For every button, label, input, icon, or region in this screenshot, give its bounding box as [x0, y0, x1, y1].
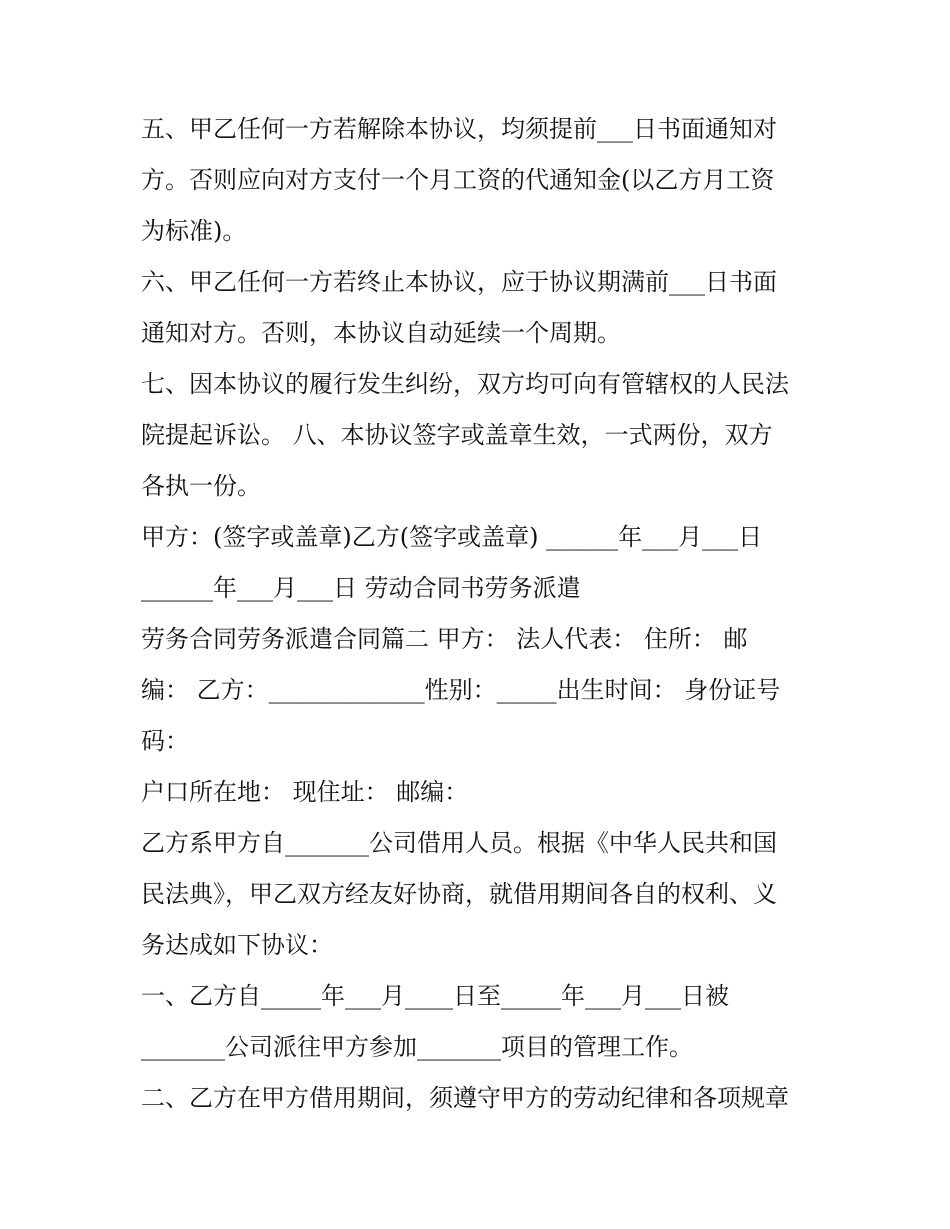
- text-line: 户口所在地： 现住址： 邮编：: [141, 778, 469, 806]
- text-line: 二、乙方在甲方借用期间，须遵守甲方的劳动纪律和各项规章: [141, 1084, 789, 1112]
- text-line: 为标准)。: [141, 217, 247, 245]
- text-line: 码：: [141, 727, 189, 755]
- text-line: 方。否则应向对方支付一个月工资的代通知金(以乙方月工资: [141, 166, 775, 194]
- text-line: 通知对方。否则，本协议自动延续一个周期。: [141, 319, 621, 347]
- text-line: 七、因本协议的履行发生纠纷，双方均可向有管辖权的人民法: [141, 370, 789, 398]
- text-line: _______公司派往甲方参加_______项目的管理工作。: [141, 1033, 693, 1061]
- signature-line: 甲方：(签字或盖章)乙方(签字或盖章) ______年___月___日: [141, 523, 763, 551]
- text-line: 务达成如下协议：: [141, 931, 333, 959]
- text-line: 劳务合同劳务派遣合同篇二 甲方： 法人代表： 住所： 邮: [141, 625, 748, 653]
- text-line: 编： 乙方：_____________性别：_____出生时间： 身份证号: [141, 676, 781, 704]
- date-line: ______年___月___日 劳动合同书劳务派遣: [141, 574, 581, 602]
- text-line: 民法典》，甲乙双方经友好协商，就借用期间各自的权利、义: [141, 880, 777, 908]
- document-page: [141, 104, 821, 1124]
- text-line: 一、乙方自_____年___月____日至_____年___月___日被: [141, 982, 729, 1010]
- text-line: 六、甲乙任何一方若终止本协议，应于协议期满前___日书面: [141, 268, 777, 296]
- text-line: 五、甲乙任何一方若解除本协议，均须提前___日书面通知对: [141, 115, 777, 143]
- text-line: 乙方系甲方自_______公司借用人员。根据《中华人民共和国: [141, 829, 777, 857]
- text-line: 各执一份。: [141, 472, 261, 500]
- text-line: 院提起诉讼。 八、本协议签字或盖章生效，一式两份，双方: [141, 421, 773, 449]
